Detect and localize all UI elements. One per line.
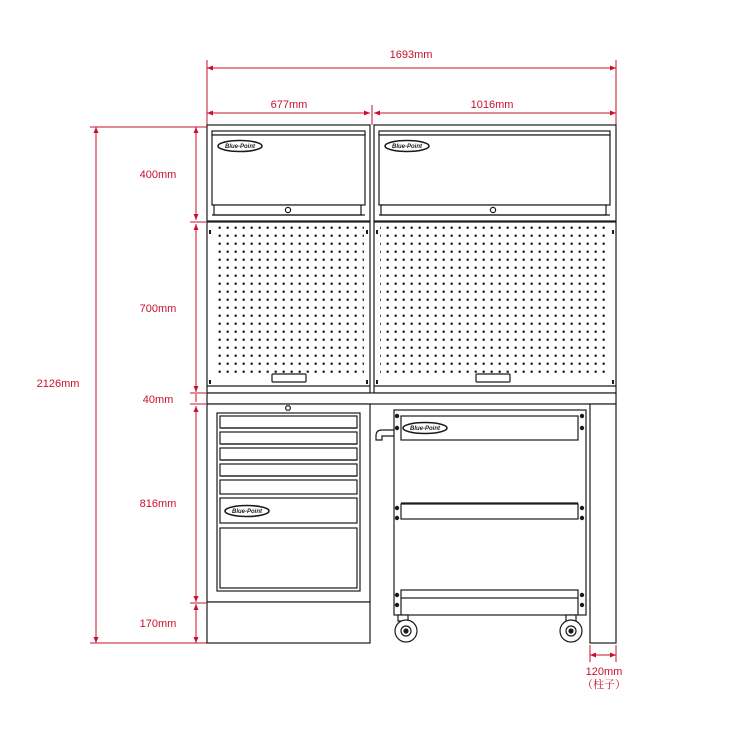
pegboard-handle: [272, 374, 306, 382]
pegboard-right: [374, 222, 616, 393]
total-width-label: 1693mm: [389, 49, 433, 61]
drawer: [220, 448, 357, 460]
brand-logo-text: Blue-Point: [225, 144, 255, 150]
lock-icon: [490, 207, 495, 212]
top-cabinet-height-label: 400mm: [139, 169, 177, 181]
brand-logo: [225, 506, 269, 517]
top-cabinet-right: [374, 125, 616, 221]
pegboard-handle: [476, 374, 510, 382]
caster-wheel-left: [395, 615, 417, 642]
plinth-height-label: 170mm: [139, 618, 177, 630]
drawer: [220, 480, 357, 494]
drawer: [220, 432, 357, 444]
caster-wheel-right: [560, 615, 582, 642]
cart-handle: [376, 430, 394, 440]
drawer: [220, 528, 357, 588]
top-cabinet-left: [207, 125, 370, 221]
drawer: [220, 464, 357, 476]
support-post: [590, 404, 616, 643]
cabinet-assembly: [207, 125, 616, 643]
post-width-label: 120mm: [585, 666, 623, 678]
pegboard-left: [207, 222, 370, 393]
brand-logo: [385, 141, 429, 152]
drawer: [220, 416, 357, 428]
rolling-cart: [376, 410, 586, 642]
plinth: [207, 602, 370, 643]
lock-icon: [285, 207, 290, 212]
right-width-label: 1016mm: [470, 99, 514, 111]
brand-logo-text: Blue-Point: [410, 426, 440, 432]
post-note-label: （柱子）: [582, 679, 626, 691]
brand-logo-text: Blue-Point: [232, 509, 262, 515]
worktop: [207, 393, 616, 404]
drawer-cabinet: [207, 404, 370, 602]
lock-icon: [286, 406, 291, 411]
total-height-label: 2126mm: [36, 378, 80, 390]
lower-unit-height-label: 816mm: [139, 498, 177, 510]
brand-logo-text: Blue-Point: [392, 144, 422, 150]
brand-logo: [403, 423, 447, 434]
worktop-height-label: 40mm: [142, 394, 174, 406]
left-width-label: 677mm: [270, 99, 308, 111]
pegboard-height-label: 700mm: [139, 303, 177, 315]
brand-logo: [218, 141, 262, 152]
